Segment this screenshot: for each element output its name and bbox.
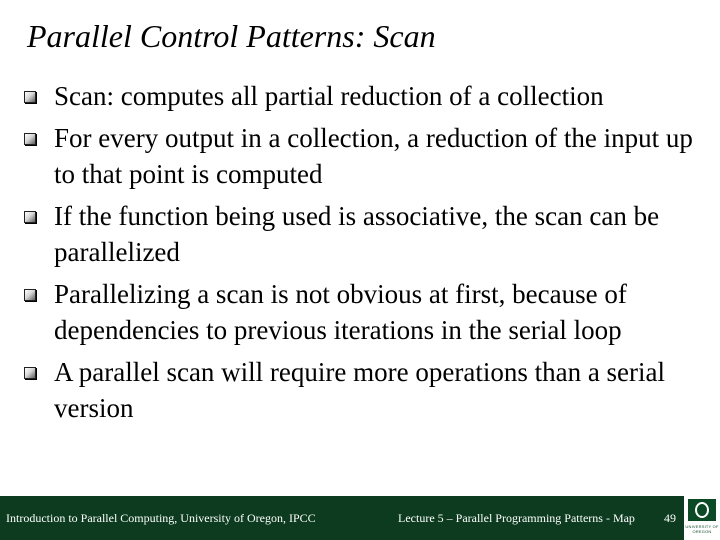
logo-text: UNIVERSITY OF OREGON [685,524,719,534]
university-of-oregon-logo-icon [684,496,720,540]
bullet-item [24,120,714,192]
bullet-item [24,354,714,426]
checkbox-square-icon [24,367,36,379]
footer-bar [0,496,684,540]
bullet-text: A parallel scan will require more operations than a serial version [54,357,666,423]
bullet-text: If the function being used is associative, the scan can be parallelized [54,201,660,267]
bullet-text: computes all partial reduction of a collection [114,81,604,111]
checkbox-square-icon [24,211,36,223]
bullet-text: For every output in a collection, a reduction of the input up to that point is computed [54,123,693,189]
logo-o-icon [695,502,709,518]
footer-lecture-label: Lecture 5 – Parallel Programming Patterns - Map [398,511,635,525]
checkbox-square-icon [24,289,36,301]
bullet-text: Parallelizing a scan is not obvious at first, because of dependencies to previous iterations in the serial loop [54,279,627,345]
bullet-list [24,78,714,432]
bullet-item [24,78,714,114]
checkbox-square-icon [24,91,36,103]
bullet-item [24,276,714,348]
bullet-lead: Scan: [54,81,114,111]
footer-course-label: Introduction to Parallel Computing, University of Oregon, IPCC [6,511,316,525]
slide-title: Parallel Control Patterns: Scan [27,18,436,54]
bullet-item [24,198,714,270]
checkbox-square-icon [24,133,36,145]
page-number: 49 [664,511,676,525]
logo-mark [688,499,716,521]
